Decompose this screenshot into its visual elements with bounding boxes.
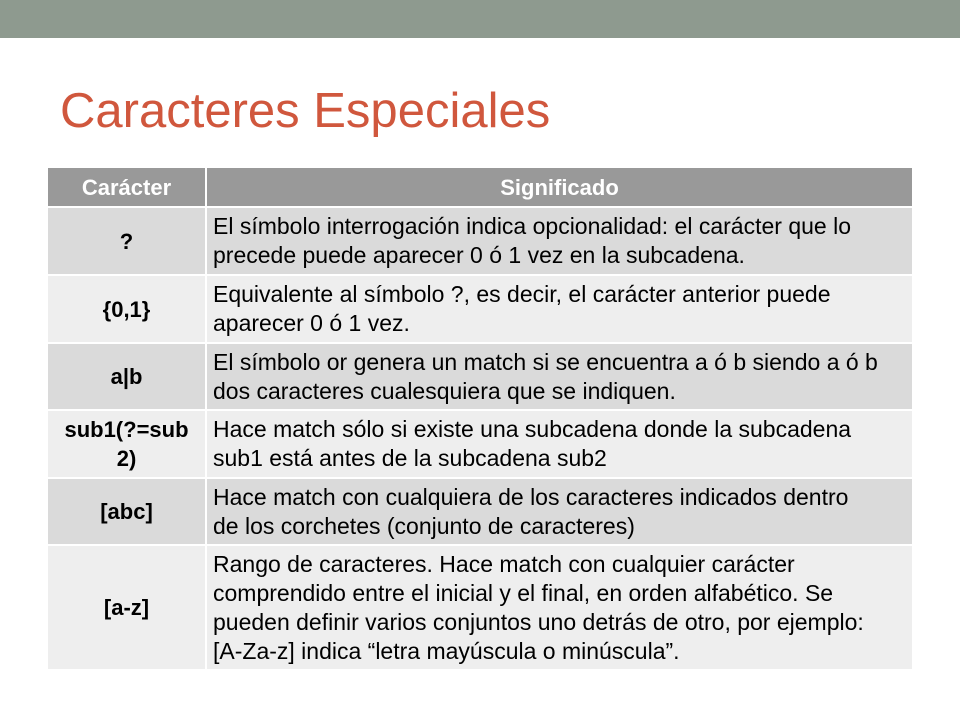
character-cell: a|b — [48, 344, 205, 409]
meaning-cell: Equivalente al símbolo ?, es decir, el carácter anterior puede aparecer 0 ó 1 vez. — [207, 276, 912, 342]
special-characters-table — [48, 168, 912, 669]
character-cell: [abc] — [48, 479, 205, 544]
character-cell: sub1(?=sub 2) — [48, 411, 205, 477]
meaning-cell: El símbolo interrogación indica opcionalidad: el carácter que lo precede puede aparecer 0 ó 1 vez en la subcadena. — [207, 208, 912, 274]
column-header-character: Carácter — [48, 168, 205, 206]
character-cell: [a-z] — [48, 546, 205, 669]
column-header-meaning: Significado — [207, 168, 912, 206]
top-bar — [0, 0, 960, 38]
character-cell: {0,1} — [48, 276, 205, 342]
slide-title: Caracteres Especiales — [60, 84, 551, 138]
meaning-cell: Rango de caracteres. Hace match con cualquier carácter comprendido entre el inicial y el final, en orden alfabético. Se pueden definir varios conjuntos uno detrás de otro, por ejemplo: [A-Za-z] indica “letra mayúscula o minúscula”. — [207, 546, 912, 669]
meaning-cell: El símbolo or genera un match si se encuentra a ó b siendo a ó b dos caracteres cualesquiera que se indiquen. — [207, 344, 912, 409]
character-cell: ? — [48, 208, 205, 274]
meaning-cell: Hace match sólo si existe una subcadena donde la subcadena sub1 está antes de la subcadena sub2 — [207, 411, 912, 477]
meaning-cell: Hace match con cualquiera de los caracteres indicados dentro de los corchetes (conjunto de caracteres) — [207, 479, 912, 544]
